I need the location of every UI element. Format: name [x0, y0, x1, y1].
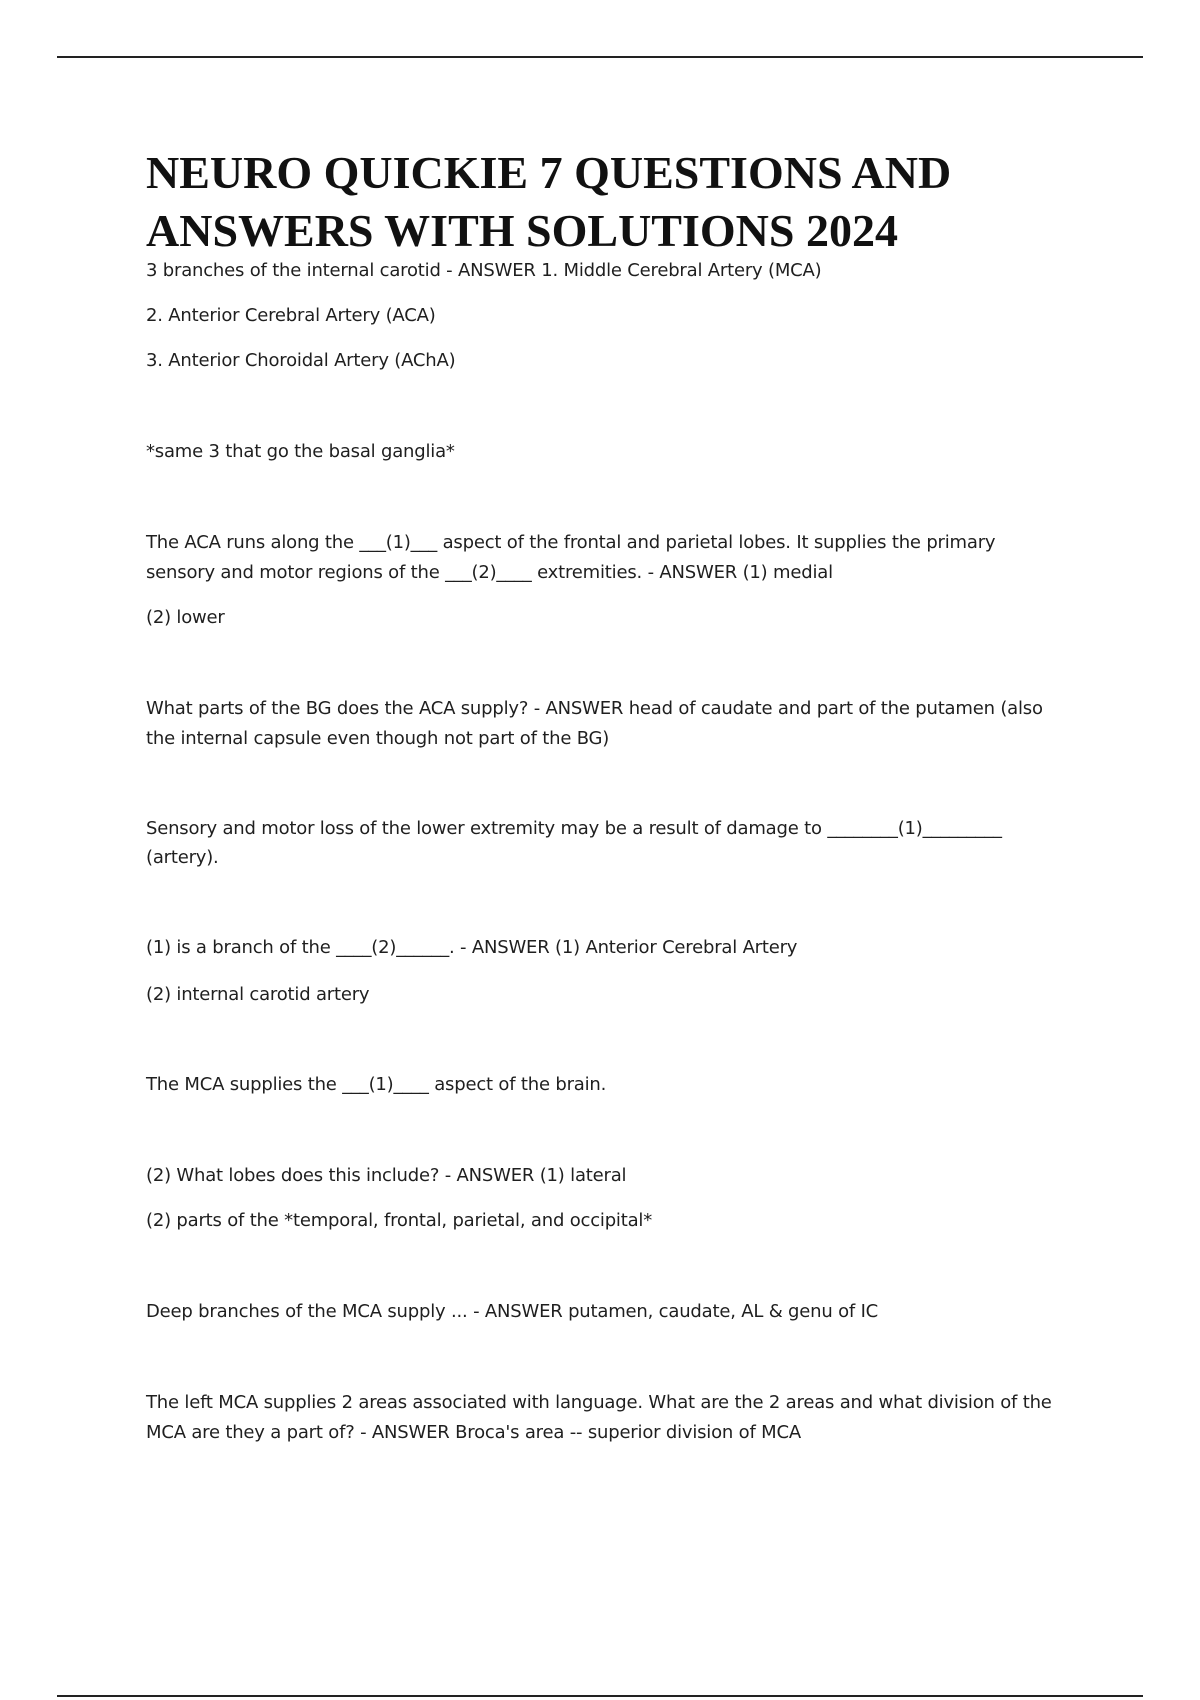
qa-language-areas-line-1: The left MCA supplies 2 areas associated with language. What are the 2 areas and what division of the [146, 1392, 1052, 1413]
qa-aca-question-line-1: The ACA runs along the ___(1)___ aspect of the frontal and parietal lobes. It supplies the primary [146, 532, 996, 553]
qa-deep-branches: Deep branches of the MCA supply ... - ANSWER putamen, caudate, AL & genu of IC [146, 1301, 879, 1322]
qa-mca-lobes-answer: (2) parts of the *temporal, frontal, parietal, and occipital* [146, 1210, 653, 1231]
qa-bg-aca-line-2: the internal capsule even though not part of the BG) [146, 728, 610, 749]
title-line-1: NEURO QUICKIE 7 QUESTIONS AND [146, 147, 952, 198]
qa-aca-question-line-2: sensory and motor regions of the ___(2)____ extremities. - ANSWER (1) medial [146, 562, 833, 583]
qa-internal-carotid-answer-2: 2. Anterior Cerebral Artery (ACA) [146, 305, 436, 326]
qa-mca-lobes-question: (2) What lobes does this include? - ANSWER (1) lateral [146, 1165, 627, 1186]
qa-language-areas-line-2: MCA are they a part of? - ANSWER Broca's area -- superior division of MCA [146, 1422, 801, 1443]
top-rule [57, 56, 1143, 58]
qa-internal-carotid-note: *same 3 that go the basal ganglia* [146, 441, 455, 462]
qa-mca-question: The MCA supplies the ___(1)____ aspect of the brain. [146, 1074, 607, 1095]
qa-branch-answer-2: (2) internal carotid artery [146, 984, 370, 1005]
qa-aca-answer-2: (2) lower [146, 607, 225, 628]
document-title [146, 144, 1106, 260]
qa-lower-extremity-line-2: (artery). [146, 847, 219, 868]
qa-bg-aca-line-1: What parts of the BG does the ACA supply? - ANSWER head of caudate and part of the putamen (also [146, 698, 1043, 719]
bottom-rule [57, 1695, 1143, 1697]
qa-internal-carotid-answer-3: 3. Anterior Choroidal Artery (AChA) [146, 350, 456, 371]
title-line-2: ANSWERS WITH SOLUTIONS 2024 [146, 205, 898, 256]
qa-branch-question: (1) is a branch of the ____(2)______. - ANSWER (1) Anterior Cerebral Artery [146, 937, 798, 958]
qa-lower-extremity-line-1: Sensory and motor loss of the lower extremity may be a result of damage to ________(1)_________ [146, 818, 1002, 839]
qa-internal-carotid-question: 3 branches of the internal carotid - ANSWER 1. Middle Cerebral Artery (MCA) [146, 260, 822, 281]
